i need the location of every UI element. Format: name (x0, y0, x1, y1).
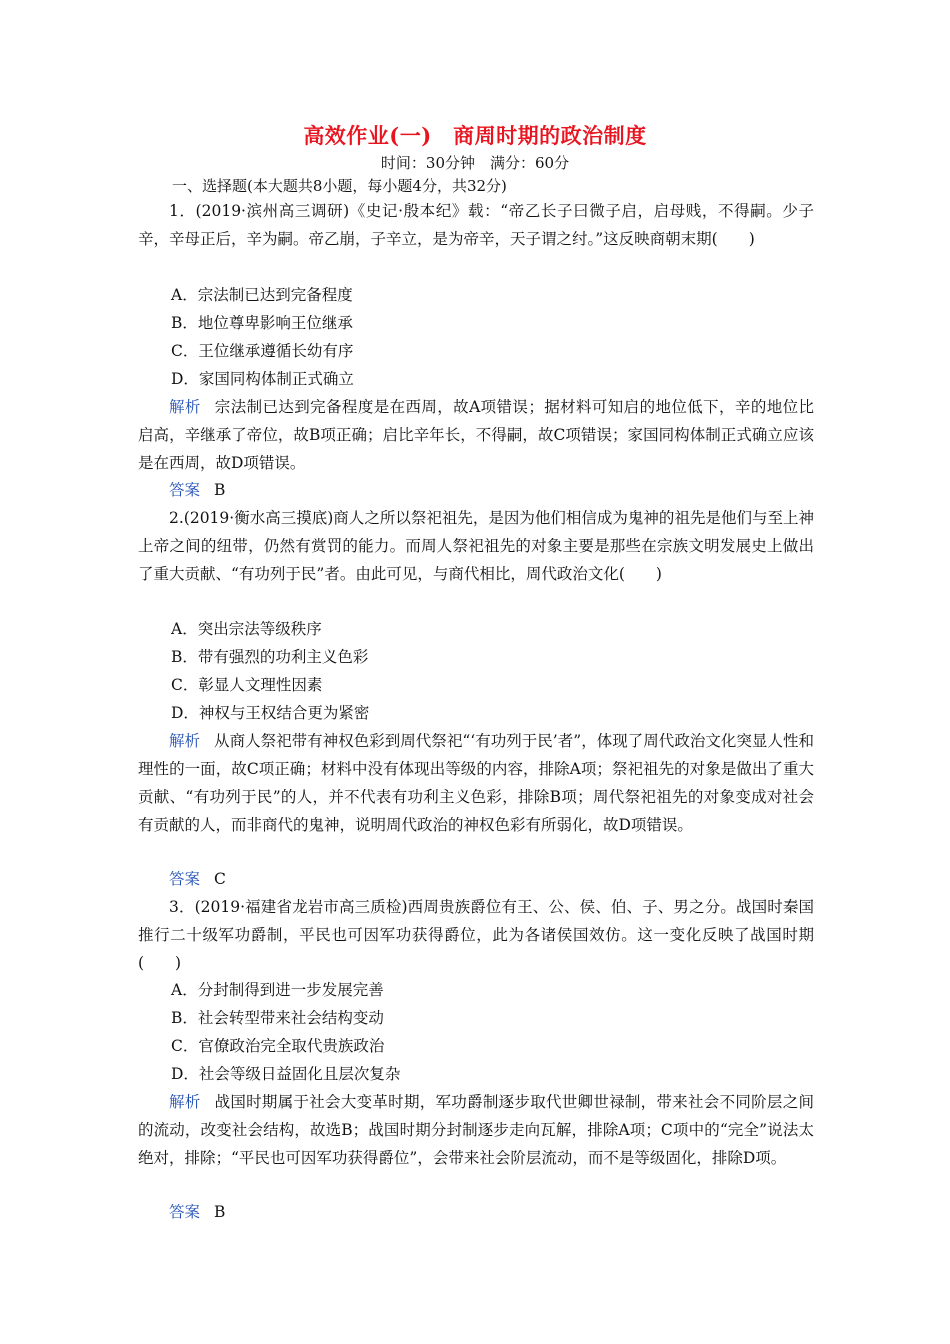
question-1-option-c: C．王位继承遵循长幼有序 (171, 342, 354, 360)
question-3-answer (169, 1198, 225, 1226)
question-2-option-c: C．彰显人文理性因素 (171, 676, 323, 694)
page-title: 高效作业(一) 商周时期的政治制度 (303, 123, 647, 148)
answer-value: B (214, 1203, 226, 1221)
question-3-option-d: D．社会等级日益固化且层次复杂 (171, 1065, 401, 1083)
exam-meta: 时间：30分钟 满分：60分 (380, 154, 570, 172)
analysis-label: 解析 (169, 732, 201, 750)
question-text: 2.(2019·衡水高三摸底)商人之所以祭祀祖先，是因为他们相信成为鬼神的祖先是他们与至上神上帝之间的纽带，仍然有赏罚的能力。而周人祭祀祖先的对象主要是那些在宗族文明发展史上做出了重大贡献、“有功列于民”者。由此可见，与商代相比，周代政治文化( ) (138, 509, 814, 583)
question-text: 1．(2019·滨州高三调研)《史记·殷本纪》载：“帝乙长子曰微子启，启母贱，不得嗣。少子辛，辛母正后，辛为嗣。帝乙崩，子辛立，是为帝辛，天子谓之纣。”这反映商朝末期( ) (138, 202, 814, 248)
answer-label: 答案 (169, 870, 201, 888)
question-2-analysis (138, 727, 814, 839)
question-1-stem (138, 197, 814, 253)
answer-value: C (214, 870, 226, 888)
analysis-text: 从商人祭祀带有神权色彩到周代祭祀“‘有功列于民’者”，体现了周代政治文化突显人性和理性的一面，故C项正确；材料中没有体现出等级的内容，排除A项；祭祀祖先的对象是做出了重大贡献、“有功列于民”的人，并不代表有功利主义色彩，排除B项；周代祭祀祖先的对象变成对社会有贡献的人，而非商代的鬼神，说明周代政治的神权色彩有所弱化，故D项错误。 (138, 732, 814, 834)
analysis-text: 宗法制已达到完备程度是在西周，故A项错误；据材料可知启的地位低下，辛的地位比启高，辛继承了帝位，故B项正确；启比辛年长，不得嗣，故C项错误；家国同构体制正式确立应该是在西周，故D项错误。 (138, 398, 814, 472)
question-2-option-d: D．神权与王权结合更为紧密 (171, 704, 370, 722)
analysis-label: 解析 (169, 1093, 201, 1111)
question-2-option-b: B．带有强烈的功利主义色彩 (171, 648, 369, 666)
question-1-option-a: A．宗法制已达到完备程度 (171, 286, 353, 304)
question-2-answer (169, 865, 226, 893)
question-3-option-b: B．社会转型带来社会结构变动 (171, 1009, 384, 1027)
answer-value: B (214, 481, 226, 499)
question-3-option-a: A．分封制得到进一步发展完善 (171, 981, 384, 999)
question-1-option-b: B．地位尊卑影响王位继承 (171, 314, 353, 332)
analysis-label: 解析 (169, 398, 201, 416)
section-heading: 一、选择题(本大题共8小题，每小题4分，共32分) (172, 177, 507, 195)
question-2-stem (138, 504, 814, 588)
analysis-text: 战国时期属于社会大变革时期，军功爵制逐步取代世卿世禄制，带来社会不同阶层之间的流动，改变社会结构，故选B；战国时期分封制逐步走向瓦解，排除A项；C项中的“完全”说法太绝对，排除；“平民也可因军功获得爵位”，会带来社会阶层流动，而不是等级固化，排除D项。 (138, 1093, 814, 1167)
question-2-option-a: A．突出宗法等级秩序 (171, 620, 322, 638)
question-3-analysis (138, 1088, 814, 1172)
question-3-option-c: C．官僚政治完全取代贵族政治 (171, 1037, 385, 1055)
question-1-analysis (138, 393, 814, 477)
question-1-answer (169, 476, 225, 504)
question-text: 3．(2019·福建省龙岩市高三质检)西周贵族爵位有王、公、侯、伯、子、男之分。战国时秦国推行二十级军功爵制，平民也可因军功获得爵位，此为各诸侯国效仿。这一变化反映了战国时期( ) (138, 898, 814, 972)
question-3-stem (138, 893, 814, 977)
answer-label: 答案 (169, 481, 201, 499)
question-1-option-d: D．家国同构体制正式确立 (171, 370, 354, 388)
answer-label: 答案 (169, 1203, 201, 1221)
